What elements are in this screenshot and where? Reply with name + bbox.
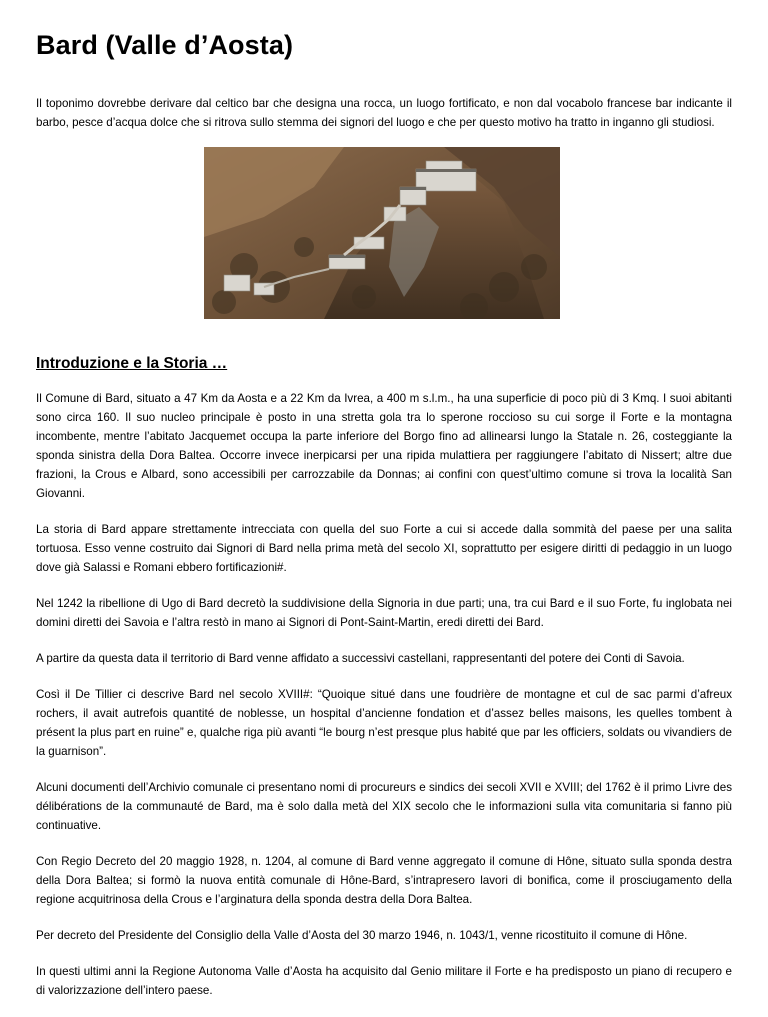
paragraph: A partire da questa data il territorio di Bard venne affidato a successivi castellani, rappresentanti del potere dei Conti di Savoia. xyxy=(36,652,685,665)
paragraph: Alcuni documenti dell’Archivio comunale ci presentano nomi di procureurs e sindics dei secoli XVII e XVIII; del 1762 è il primo Livre des délibérations de la communauté de Bard, ma è solo dalla metà del XIX secolo che le informazioni sulla vita comunitaria si fanno più continuative. xyxy=(36,781,732,832)
body-text xyxy=(36,389,732,1017)
paragraph: Per decreto del Presidente del Consiglio della Valle d’Aosta del 30 marzo 1946, n. 1043/1, venne ricostituito il comune di Hône. xyxy=(36,929,688,942)
paragraph: Il Comune di Bard, situato a 47 Km da Aosta e a 22 Km da Ivrea, a 400 m s.l.m., ha una superficie di poco più di 3 Kmq. I suoi abitanti sono circa 160. Il suo nucleo principale è posto in una stretta gola tra lo sperone roccioso su cui sorge il Forte e la montagna incombente, mentre l’abitato Jacquemet occupa la parte inferiore del Borgo fino ad allinearsi lungo la Statale n. 26, costeggiante la sponda sinistra della Dora Baltea. Occorre invece inerpicarsi per una ripida mulattiera per raggiungere l’abitato di Nissert; altre due frazioni, la Crous e Albard, sono accessibili per carrozzabile da Donnas; ai confini con quest’ultimo comune si trova la località San Giovanni. xyxy=(36,392,732,500)
paragraph: Con Regio Decreto del 20 maggio 1928, n. 1204, al comune di Bard venne aggregato il comune di Hône, situato sulla sponda destra della Dora Baltea; si formò la nuova entità comunale di Hône-Bard, s’intrapresero lavori di bonifica, come il prosciugamento della regione acquitrinosa della Crous e l’arginatura della sponda destra della Dora Baltea. xyxy=(36,855,732,906)
paragraph: Così il De Tillier ci descrive Bard nel secolo XVIII#: “Quoique situé dans une foudrière de montagne et cul de sac parmi d’afreux rochers, il avait autrefois quantité de noblesse, un hospital d’ancienne fondation et d’assez belles maisons, les quelles tombent à présent la plus part en ruine” e, qualche riga più avanti “le bourg n’est presque plus habité que par les officiers, soldats ou vivandiers de la guarnison”. xyxy=(36,688,732,758)
paragraph: Nel 1242 la ribellione di Ugo di Bard decretò la suddivisione della Signoria in due parti; una, tra cui Bard e il suo Forte, fu inglobata nei domini diretti dei Savoia e l’altra restò in mano ai Signori di Pont-Saint-Martin, eredi diretti dei Bard. xyxy=(36,597,732,629)
paragraph: In questi ultimi anni la Regione Autonoma Valle d’Aosta ha acquisito dal Genio militare il Forte e ha predisposto un piano di recupero e di valorizzazione dell’intero paese. xyxy=(36,965,732,997)
section-heading: Introduzione e la Storia … xyxy=(36,355,228,372)
paragraph: La storia di Bard appare strettamente intrecciata con quella del suo Forte a cui si accede dalla sommità del paese per una salita tortuosa. Esso venne costruito dai Signori di Bard nella prima metà del secolo XI, soprattutto per esigere diritti di pedaggio in un luogo dove già Salassi e Romani ebbero fortificazioni#. xyxy=(36,523,732,574)
page-title: Bard (Valle d’Aosta) xyxy=(36,30,294,60)
fort-photo xyxy=(204,147,560,319)
intro-paragraph: Il toponimo dovrebbe derivare dal celtico bar che designa una rocca, un luogo fortificato, e non dal vocabolo francese bar indicante il barbo, pesce d’acqua dolce che si ritrova sullo stemma dei signori del luogo e che per questo motivo ha tratto in inganno gli studiosi. xyxy=(36,97,732,129)
